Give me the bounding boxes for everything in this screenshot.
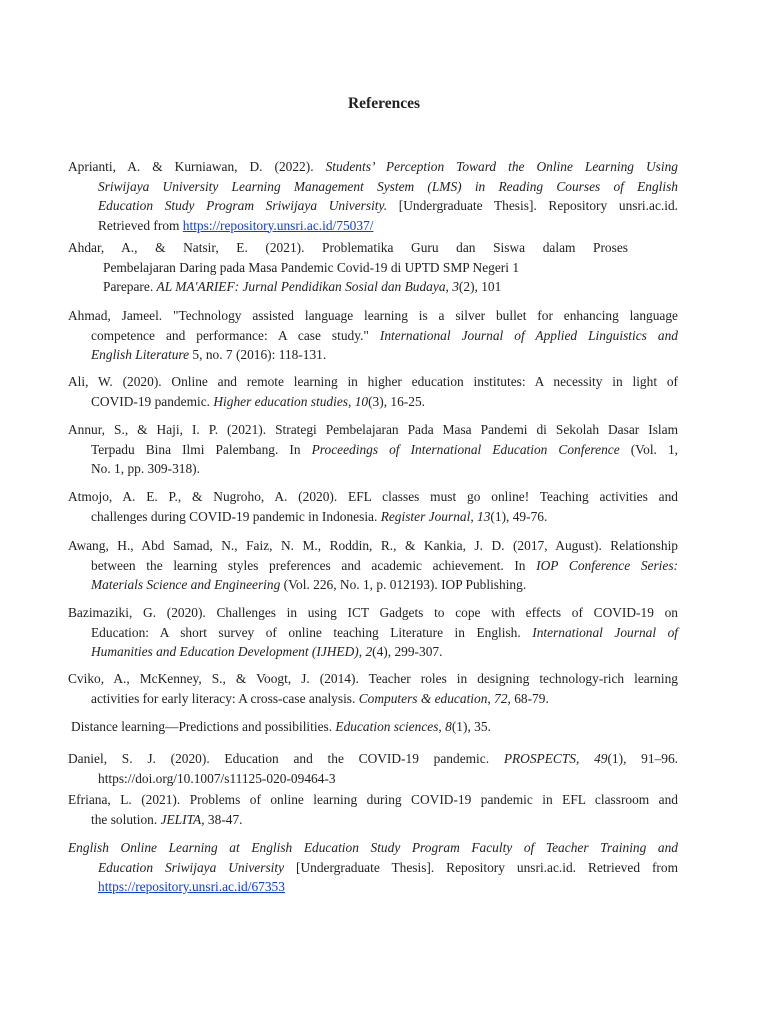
reference-line: Daniel, S. J. (2020). Education and the COVID-19 pandemic. PROSPECTS, 49(1), 91–96. (68, 751, 679, 766)
reference-line: Ahmad, Jameel. "Technology assisted language learning is a silver bullet for enhancing language (68, 308, 678, 323)
reference-line: the solution. JELITA, 38-47. (91, 811, 243, 827)
reference-entry (68, 372, 678, 411)
reference-entry (68, 487, 678, 526)
reference-line: Efriana, L. (2021). Problems of online learning during COVID-19 pandemic in EFL classroom and (68, 792, 678, 807)
reference-entry (68, 157, 678, 235)
reference-line: Education Study Program Sriwijaya University. [Undergraduate Thesis]. Repository unsri.ac.id. (98, 198, 679, 213)
reference-line: Atmojo, A. E. P., & Nugroho, A. (2020). EFL classes must go online! Teaching activities and (68, 489, 678, 504)
reference-entry (68, 536, 678, 595)
reference-line: Annur, S., & Haji, I. P. (2021). Strategi Pembelajaran Pada Masa Pandemi di Sekolah Dasar Islam (68, 422, 678, 437)
reference-line: English Online Learning at English Education Study Program Faculty of Teacher Training and (68, 840, 678, 855)
reference-line: Ahdar, A., & Natsir, E. (2021). Problematika Guru dan Siswa dalam Proses (68, 240, 628, 255)
reference-line: Terpadu Bina Ilmi Palembang. In Proceedings of International Education Conference (Vol. 1, (91, 441, 678, 457)
reference-line: challenges during COVID-19 pandemic in Indonesia. Register Journal, 13(1), 49-76. (91, 508, 548, 524)
reference-line: Parepare. AL MA'ARIEF: Jurnal Pendidikan Sosial dan Budaya, 3(2), 101 (103, 279, 502, 294)
reference-line: Sriwijaya University Learning Management System (LMS) in Reading Courses of English (98, 178, 678, 194)
reference-entry (68, 669, 678, 708)
reference-line: No. 1, pp. 309-318). (91, 461, 200, 476)
reference-line: Education: A short survey of online teaching Literature in English. International Journal of (91, 624, 678, 640)
reference-line: Aprianti, A. & Kurniawan, D. (2022). Students’ Perception Toward the Online Learning Using (68, 159, 678, 174)
reference-line: Bazimaziki, G. (2020). Challenges in using ICT Gadgets to cope with effects of COVID-19 on (68, 605, 678, 620)
reference-line: Retrieved from https://repository.unsri.ac.id/75037/ (98, 217, 374, 233)
page-title: References (347, 95, 420, 112)
reference-line: English Literature 5, no. 7 (2016): 118-131. (91, 347, 327, 362)
reference-entry (68, 749, 678, 788)
doi-text: https://doi.org/10.1007/s11125-020-09464-3 (98, 770, 336, 786)
reference-line: Materials Science and Engineering (Vol. 226, No. 1, p. 012193). IOP Publishing. (91, 577, 527, 592)
reference-line: between the learning styles preferences and academic achievement. In IOP Conference Series: (91, 557, 678, 573)
reference-line: Ali, W. (2020). Online and remote learning in higher education institutes: A necessity in light of (68, 374, 678, 389)
reference-line: Humanities and Education Development (IJHED), 2(4), 299-307. (91, 644, 443, 659)
reference-line: Cviko, A., McKenney, S., & Voogt, J. (2014). Teacher roles in designing technology-rich learning (68, 671, 678, 686)
reference-line: competence and performance: A case study." International Journal of Applied Linguistics and (91, 327, 678, 343)
reference-entry (68, 838, 678, 897)
repository-link[interactable]: https://repository.unsri.ac.id/67353 (98, 879, 285, 894)
reference-line (68, 769, 678, 789)
repository-link[interactable]: https://repository.unsri.ac.id/75037/ (182, 217, 374, 233)
reference-line: activities for early literacy: A cross-case analysis. Computers & education, 72, 68-79. (91, 690, 549, 706)
reference-line: Distance learning—Predictions and possibilities. Education sciences, 8(1), 35. (71, 719, 491, 734)
reference-entry (68, 790, 678, 829)
reference-entry (68, 238, 628, 297)
reference-line: Education Sriwijaya University [Undergraduate Thesis]. Repository unsri.ac.id. Retrieved from (98, 859, 678, 875)
reference-entry (68, 420, 678, 479)
reference-entry (68, 306, 678, 365)
reference-line (68, 877, 678, 897)
reference-line: COVID-19 pandemic. Higher education studies, 10(3), 16-25. (91, 393, 425, 409)
reference-entry (68, 603, 678, 662)
reference-line: Pembelajaran Daring pada Masa Pandemic Covid-19 di UPTD SMP Negeri 1 (103, 259, 520, 275)
reference-line: Awang, H., Abd Samad, N., Faiz, N. M., Roddin, R., & Kankia, J. D. (2017, August). Relationship (68, 538, 678, 553)
reference-entry (68, 717, 678, 737)
